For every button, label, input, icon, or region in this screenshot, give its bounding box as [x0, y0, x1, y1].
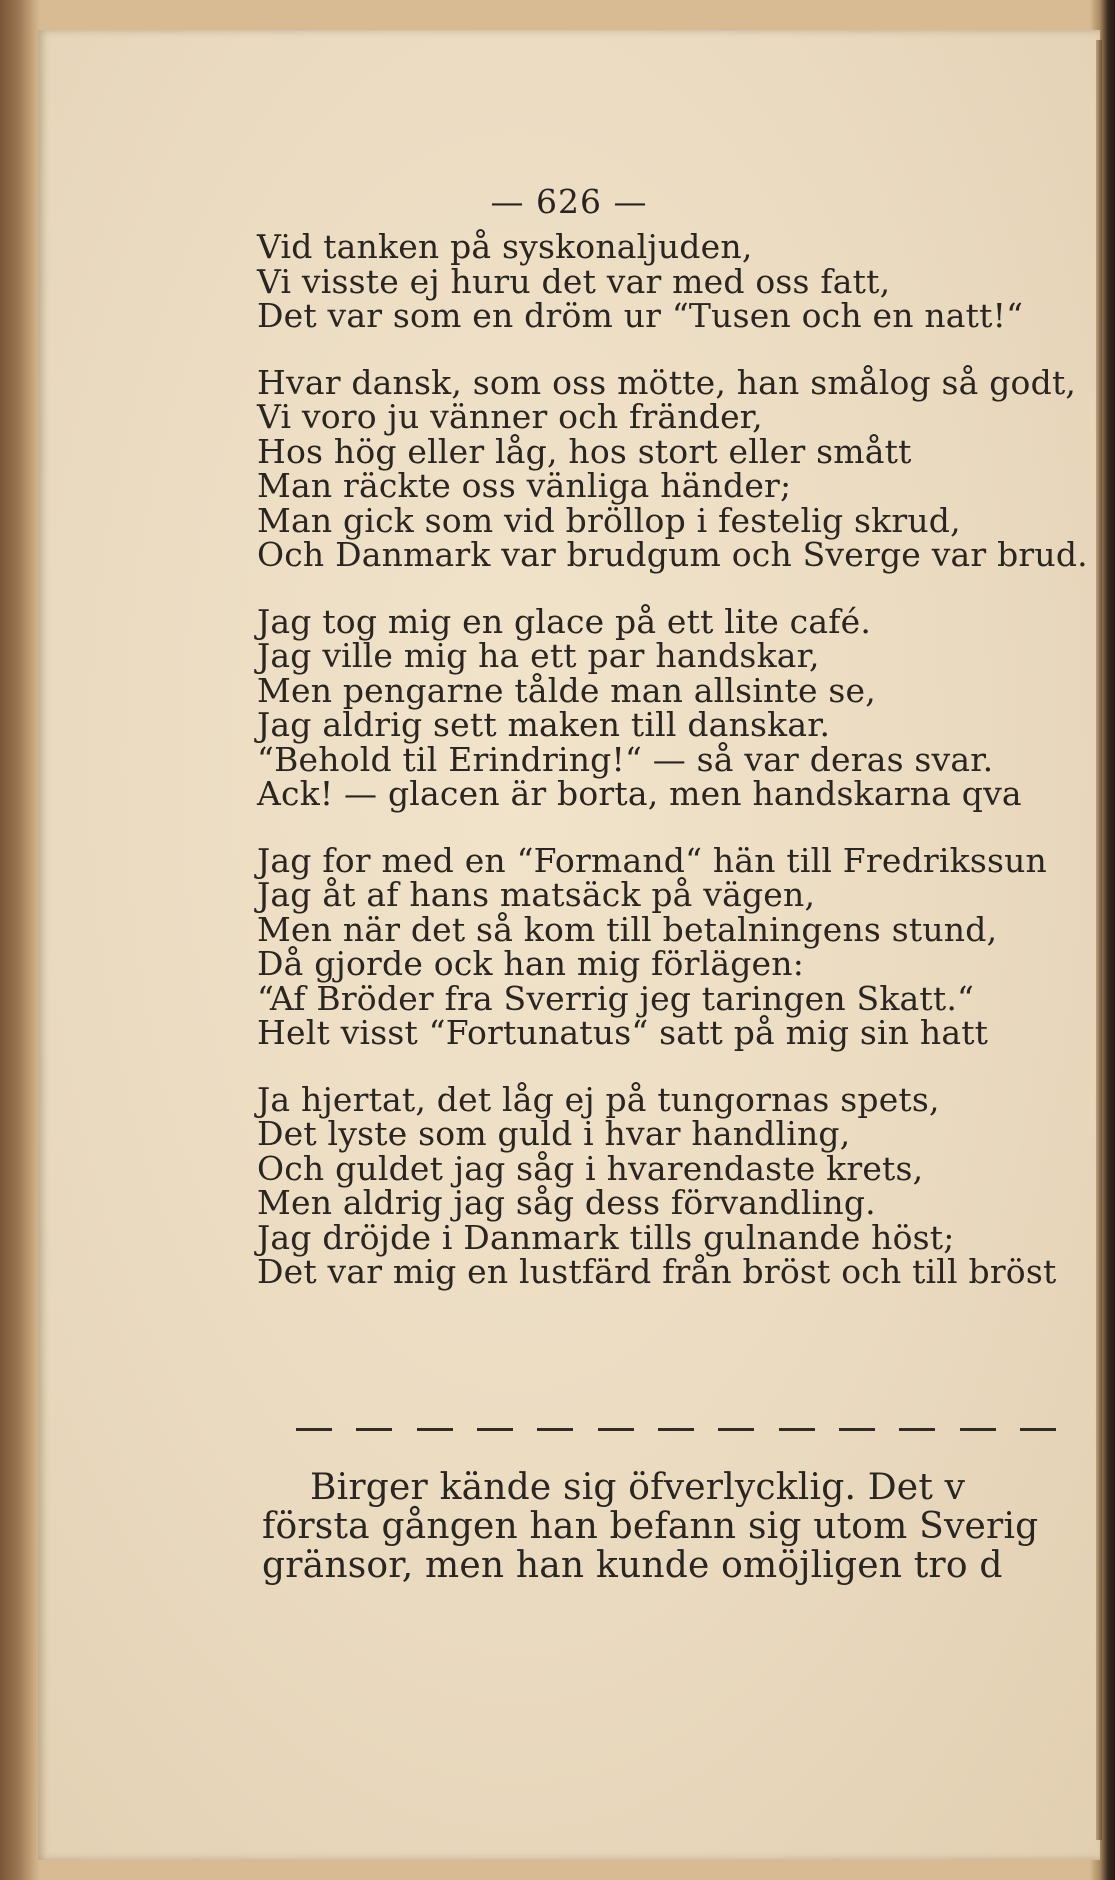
- prose-line: gränsor, men han kunde omöjligen tro d: [262, 1545, 1003, 1586]
- prose-paragraph: [262, 1467, 1110, 1586]
- poem: [257, 227, 1097, 1322]
- divider-dash: [899, 1428, 935, 1431]
- poem-line: Hvar dansk, som oss mötte, han smålog så godt,: [257, 362, 1077, 402]
- poem-line: Ja hjertat, det låg ej på tungornas spets,: [257, 1079, 940, 1119]
- poem-line: “Behold til Erindring!“ — så var deras svar.: [257, 739, 994, 779]
- divider-dash: [658, 1428, 694, 1431]
- page-number: — 626 —: [490, 182, 648, 221]
- poem-line: Och Danmark var brudgum och Sverge var brud.: [257, 535, 1088, 574]
- poem-line: Det lyste som guld i hvar handling,: [257, 1114, 851, 1153]
- section-divider: [296, 1428, 1056, 1431]
- stanza-5: [257, 1079, 1097, 1291]
- poem-line: Men aldrig jag såg dess förvandling.: [257, 1183, 876, 1222]
- poem-line: Jag for med en “Formand“ hän till Fredrikssun: [257, 840, 1047, 880]
- prose-line: första gången han befann sig utom Sverig: [262, 1506, 1039, 1547]
- poem-line: Vi voro ju vänner och fränder,: [257, 397, 763, 436]
- poem-line: Det var som en dröm ur “Tusen och en natt!“: [257, 296, 1024, 335]
- poem-line: Det var mig en lustfärd från bröst och till bröst: [257, 1252, 1057, 1291]
- divider-dash: [960, 1428, 996, 1431]
- poem-line: Jag åt af hans matsäck på vägen,: [257, 875, 816, 914]
- divider-dash: [477, 1428, 513, 1431]
- divider-dash: [1020, 1428, 1056, 1431]
- prose-line: Birger kände sig öfverlycklig. Det v: [310, 1467, 966, 1508]
- divider-dash: [598, 1428, 634, 1431]
- divider-dash: [417, 1428, 453, 1431]
- stanza-4: [257, 840, 1097, 1052]
- poem-line: Jag dröjde i Danmark tills gulnande höst;: [257, 1217, 955, 1257]
- poem-line: Jag aldrig sett maken till danskar.: [257, 705, 831, 744]
- divider-dash: [537, 1428, 573, 1431]
- poem-line: Helt visst “Fortunatus“ satt på mig sin hatt: [257, 1013, 989, 1052]
- poem-line: Hos hög eller låg, hos stort eller smått: [257, 431, 912, 471]
- poem-line: Då gjorde ock han mig förlägen:: [257, 944, 805, 983]
- poem-line: Ack! — glacen är borta, men handskarna qva: [257, 774, 1022, 813]
- stanza-2: [257, 362, 1097, 574]
- poem-line: Men pengarne tålde man allsinte se,: [257, 670, 876, 710]
- poem-line: Men när det så kom till betalningens stund,: [257, 909, 998, 949]
- stanza-3: [257, 601, 1097, 813]
- poem-line: “Af Bröder fra Sverrig jeg taringen Skatt.“: [257, 978, 975, 1018]
- stanza-1: [257, 227, 1097, 335]
- poem-line: Jag tog mig en glace på ett lite café.: [257, 601, 872, 641]
- poem-line: Man räckte oss vänliga händer;: [257, 466, 792, 505]
- divider-dash: [839, 1428, 875, 1431]
- poem-line: Vid tanken på syskonaljuden,: [257, 227, 753, 266]
- poem-line: Jag ville mig ha ett par handskar,: [257, 636, 820, 675]
- divider-dash: [779, 1428, 815, 1431]
- poem-line: Vi visste ej huru det var med oss fatt,: [257, 261, 891, 301]
- poem-line: Man gick som vid bröllop i festelig skrud,: [257, 500, 961, 540]
- poem-line: Och guldet jag såg i hvarendaste krets,: [257, 1148, 924, 1188]
- divider-dash: [356, 1428, 392, 1431]
- divider-dash: [296, 1428, 332, 1431]
- divider-dash: [718, 1428, 754, 1431]
